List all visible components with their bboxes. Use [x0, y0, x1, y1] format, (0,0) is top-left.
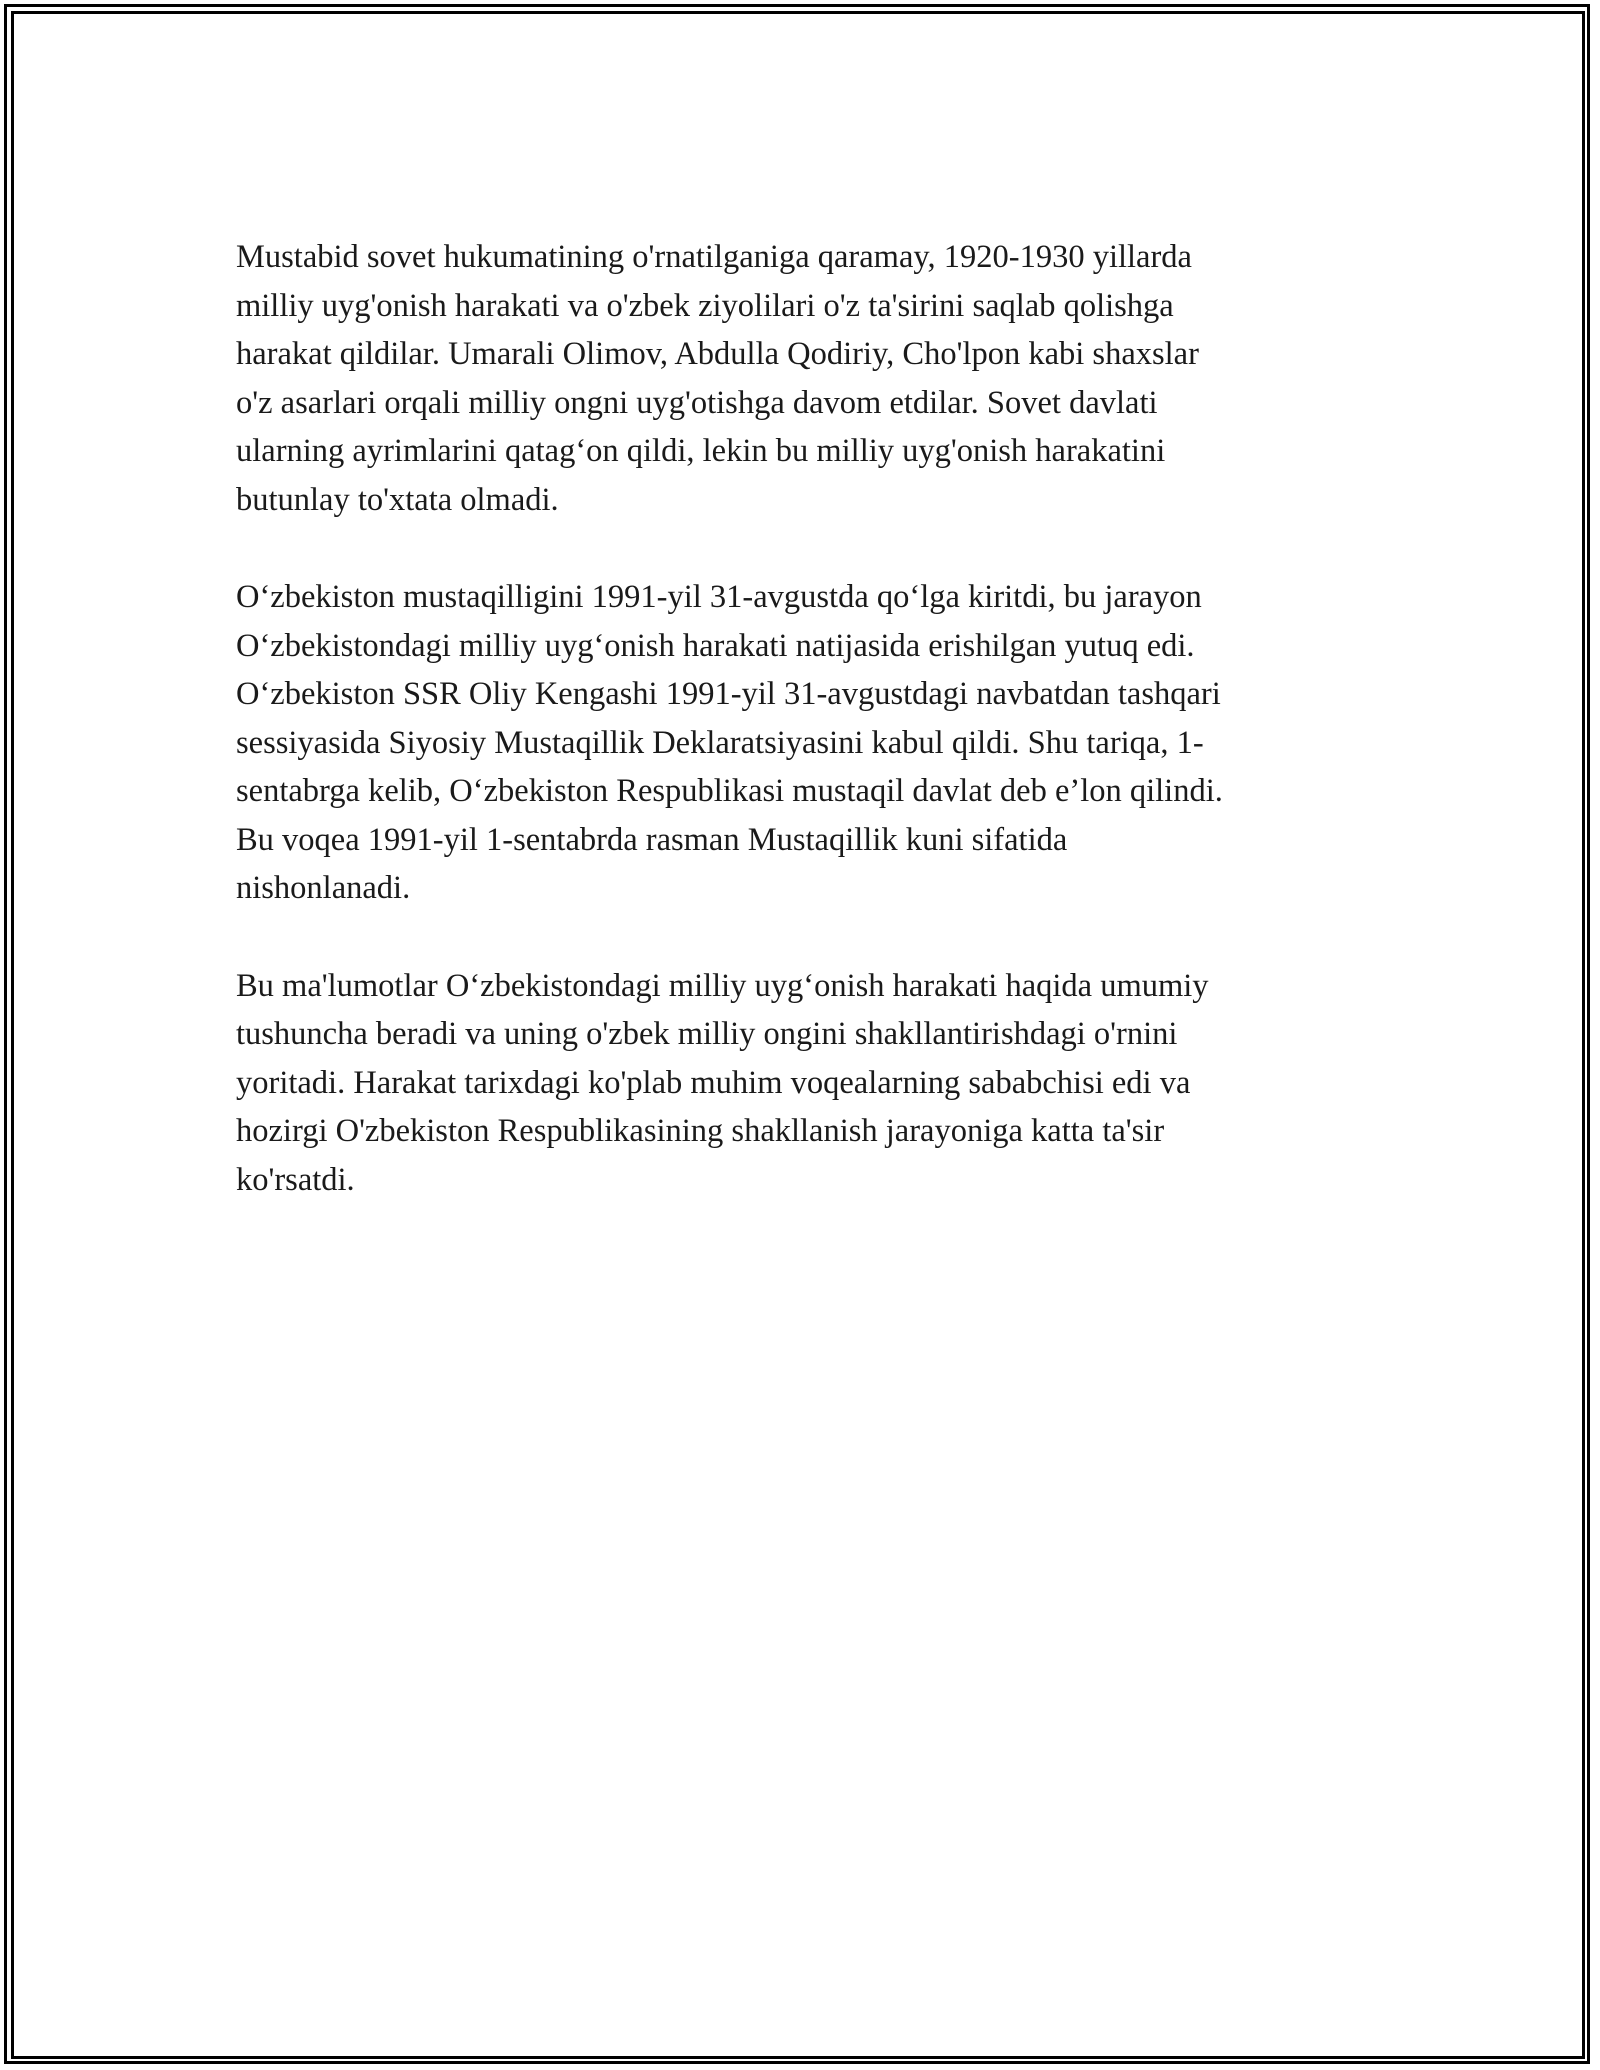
document-body [236, 233, 1366, 1253]
paragraph-summary: Bu ma'lumotlar O‘zbekistondagi milliy uyg‘onish harakati haqida umumiy tushuncha beradi va uning o'zbek milliy ongini shakllantirishdagi o'rnini yoritadi. Harakat tarixdagi ko'plab muhim voqealarning sababchisi edi va hozirgi O'zbekiston Respublikasining shakllanish jarayoniga katta ta'sir ko'rsatdi. [236, 967, 1209, 1198]
paragraph-soviet-era: Mustabid sovet hukumatining o'rnatilganiga qaramay, 1920-1930 yillarda milliy uyg'onish harakati va o'zbek ziyolilari o'z ta'sirini saqlab qolishga harakat qildilar. Umarali Olimov, Abdulla Qodiriy, Cho'lpon kabi shaxslar o'z asarlari orqali milliy ongni uyg'otishga davom etdilar. Sovet davlati ularning ayrimlarini qatag‘on qildi, lekin bu milliy uyg'onish harakatini butunlay to'xtata olmadi. [236, 239, 1199, 518]
paragraph-independence: O‘zbekiston mustaqilligini 1991-yil 31-avgustda qo‘lga kiritdi, bu jarayon O‘zbekistondagi milliy uyg‘onish harakati natijasida erishilgan yutuq edi. O‘zbekiston SSR Oliy Kengashi 1991-yil 31-avgustdagi navbatdan tashqari sessiyasida Siyosiy Mustaqillik Deklaratsiyasini kabul qildi. Shu tariqa, 1- sentabrga kelib, O‘zbekiston Respublikasi mustaqil davlat deb e’lon qilindi. Bu voqea 1991-yil 1-sentabrda rasman Mustaqillik kuni sifatida nishonlanadi. [236, 579, 1223, 906]
